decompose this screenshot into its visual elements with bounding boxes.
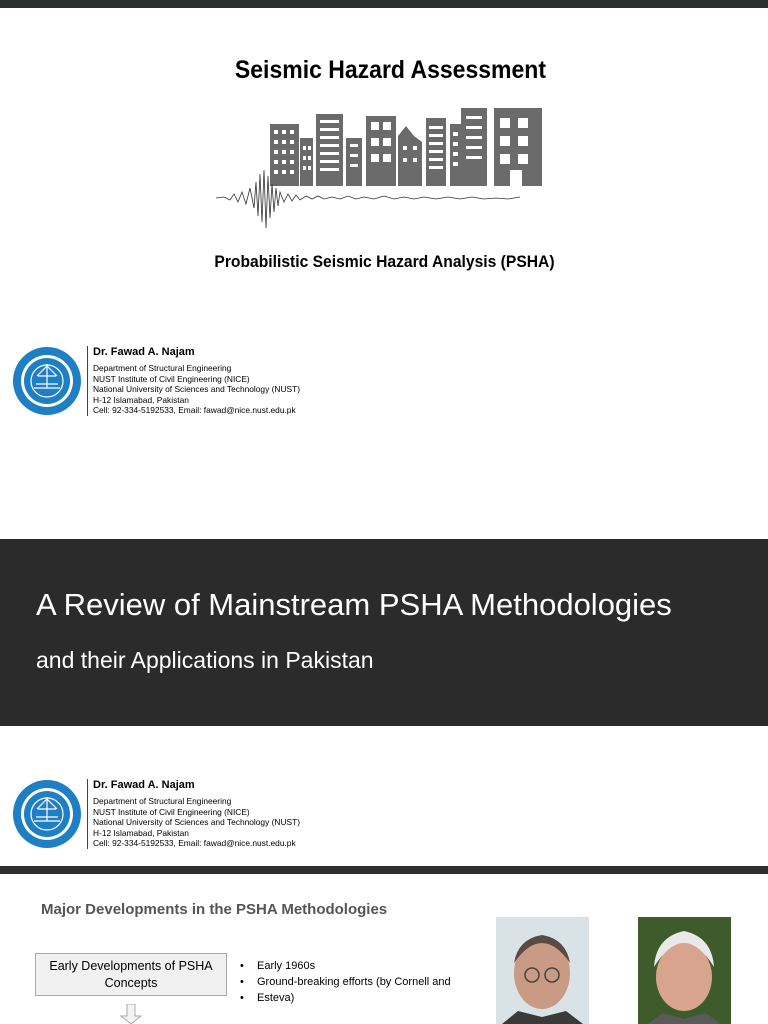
author-line: Department of Structural Engineering [93,363,232,373]
portrait-photo [638,917,731,1024]
author-line: National University of Sciences and Technology (NUST) [93,817,300,828]
bullet-item: • Ground-breaking efforts (by Cornell and [240,974,451,990]
title-band [0,539,768,726]
author-line: H-12 Islamabad, Pakistan [93,827,189,838]
divider-line [87,346,88,416]
author-line: Department of Structural Engineering [93,796,232,806]
author-affiliation [93,363,300,416]
slide3-title: Major Developments in the PSHA Methodologies [41,901,388,918]
concept-box [35,953,227,996]
concept-box-line: Early Developments of PSHA [49,959,213,973]
slide-title: Seismic Hazard Assessment [234,56,547,84]
bullet-item-continuation: • Esteva) [240,990,451,1006]
author-affiliation [93,796,300,849]
university-logo-icon [12,346,82,416]
slide-divider-bar [0,866,768,874]
slide2-subtitle: and their Applications in Pakistan [36,647,374,673]
divider-line [87,779,88,849]
concept-box-line: Concepts [104,976,158,990]
portrait-photo [496,917,589,1024]
author-name: Dr. Fawad A. Najam [93,779,195,791]
author-line: H-12 Islamabad, Pakistan [93,394,189,405]
author-line: Cell: 92-334-5192533, Email: fawad@nice.nust.edu.pk [93,838,296,849]
bullet-item: • Early 1960s [240,958,451,974]
author-block [12,346,332,426]
author-name: Dr. Fawad A. Najam [93,346,195,358]
slide2-title: A Review of Mainstream PSHA Methodologies [36,587,672,622]
city-seismogram-illustration [214,104,544,232]
top-divider-bar [0,0,768,8]
slide-subtitle: Probabilistic Seismic Hazard Analysis (PSHA) [214,252,555,271]
author-block [12,779,332,859]
down-arrow-icon [120,1004,142,1024]
author-line: NUST Institute of Civil Engineering (NICE) [93,806,250,817]
portrait-figure-icon [638,917,731,1024]
author-line: National University of Sciences and Technology (NUST) [93,384,300,395]
author-line: NUST Institute of Civil Engineering (NICE) [93,373,250,384]
university-logo-icon [12,779,82,849]
portrait-figure-icon [496,917,589,1024]
author-line: Cell: 92-334-5192533, Email: fawad@nice.nust.edu.pk [93,405,296,416]
bullet-list [240,958,451,1006]
